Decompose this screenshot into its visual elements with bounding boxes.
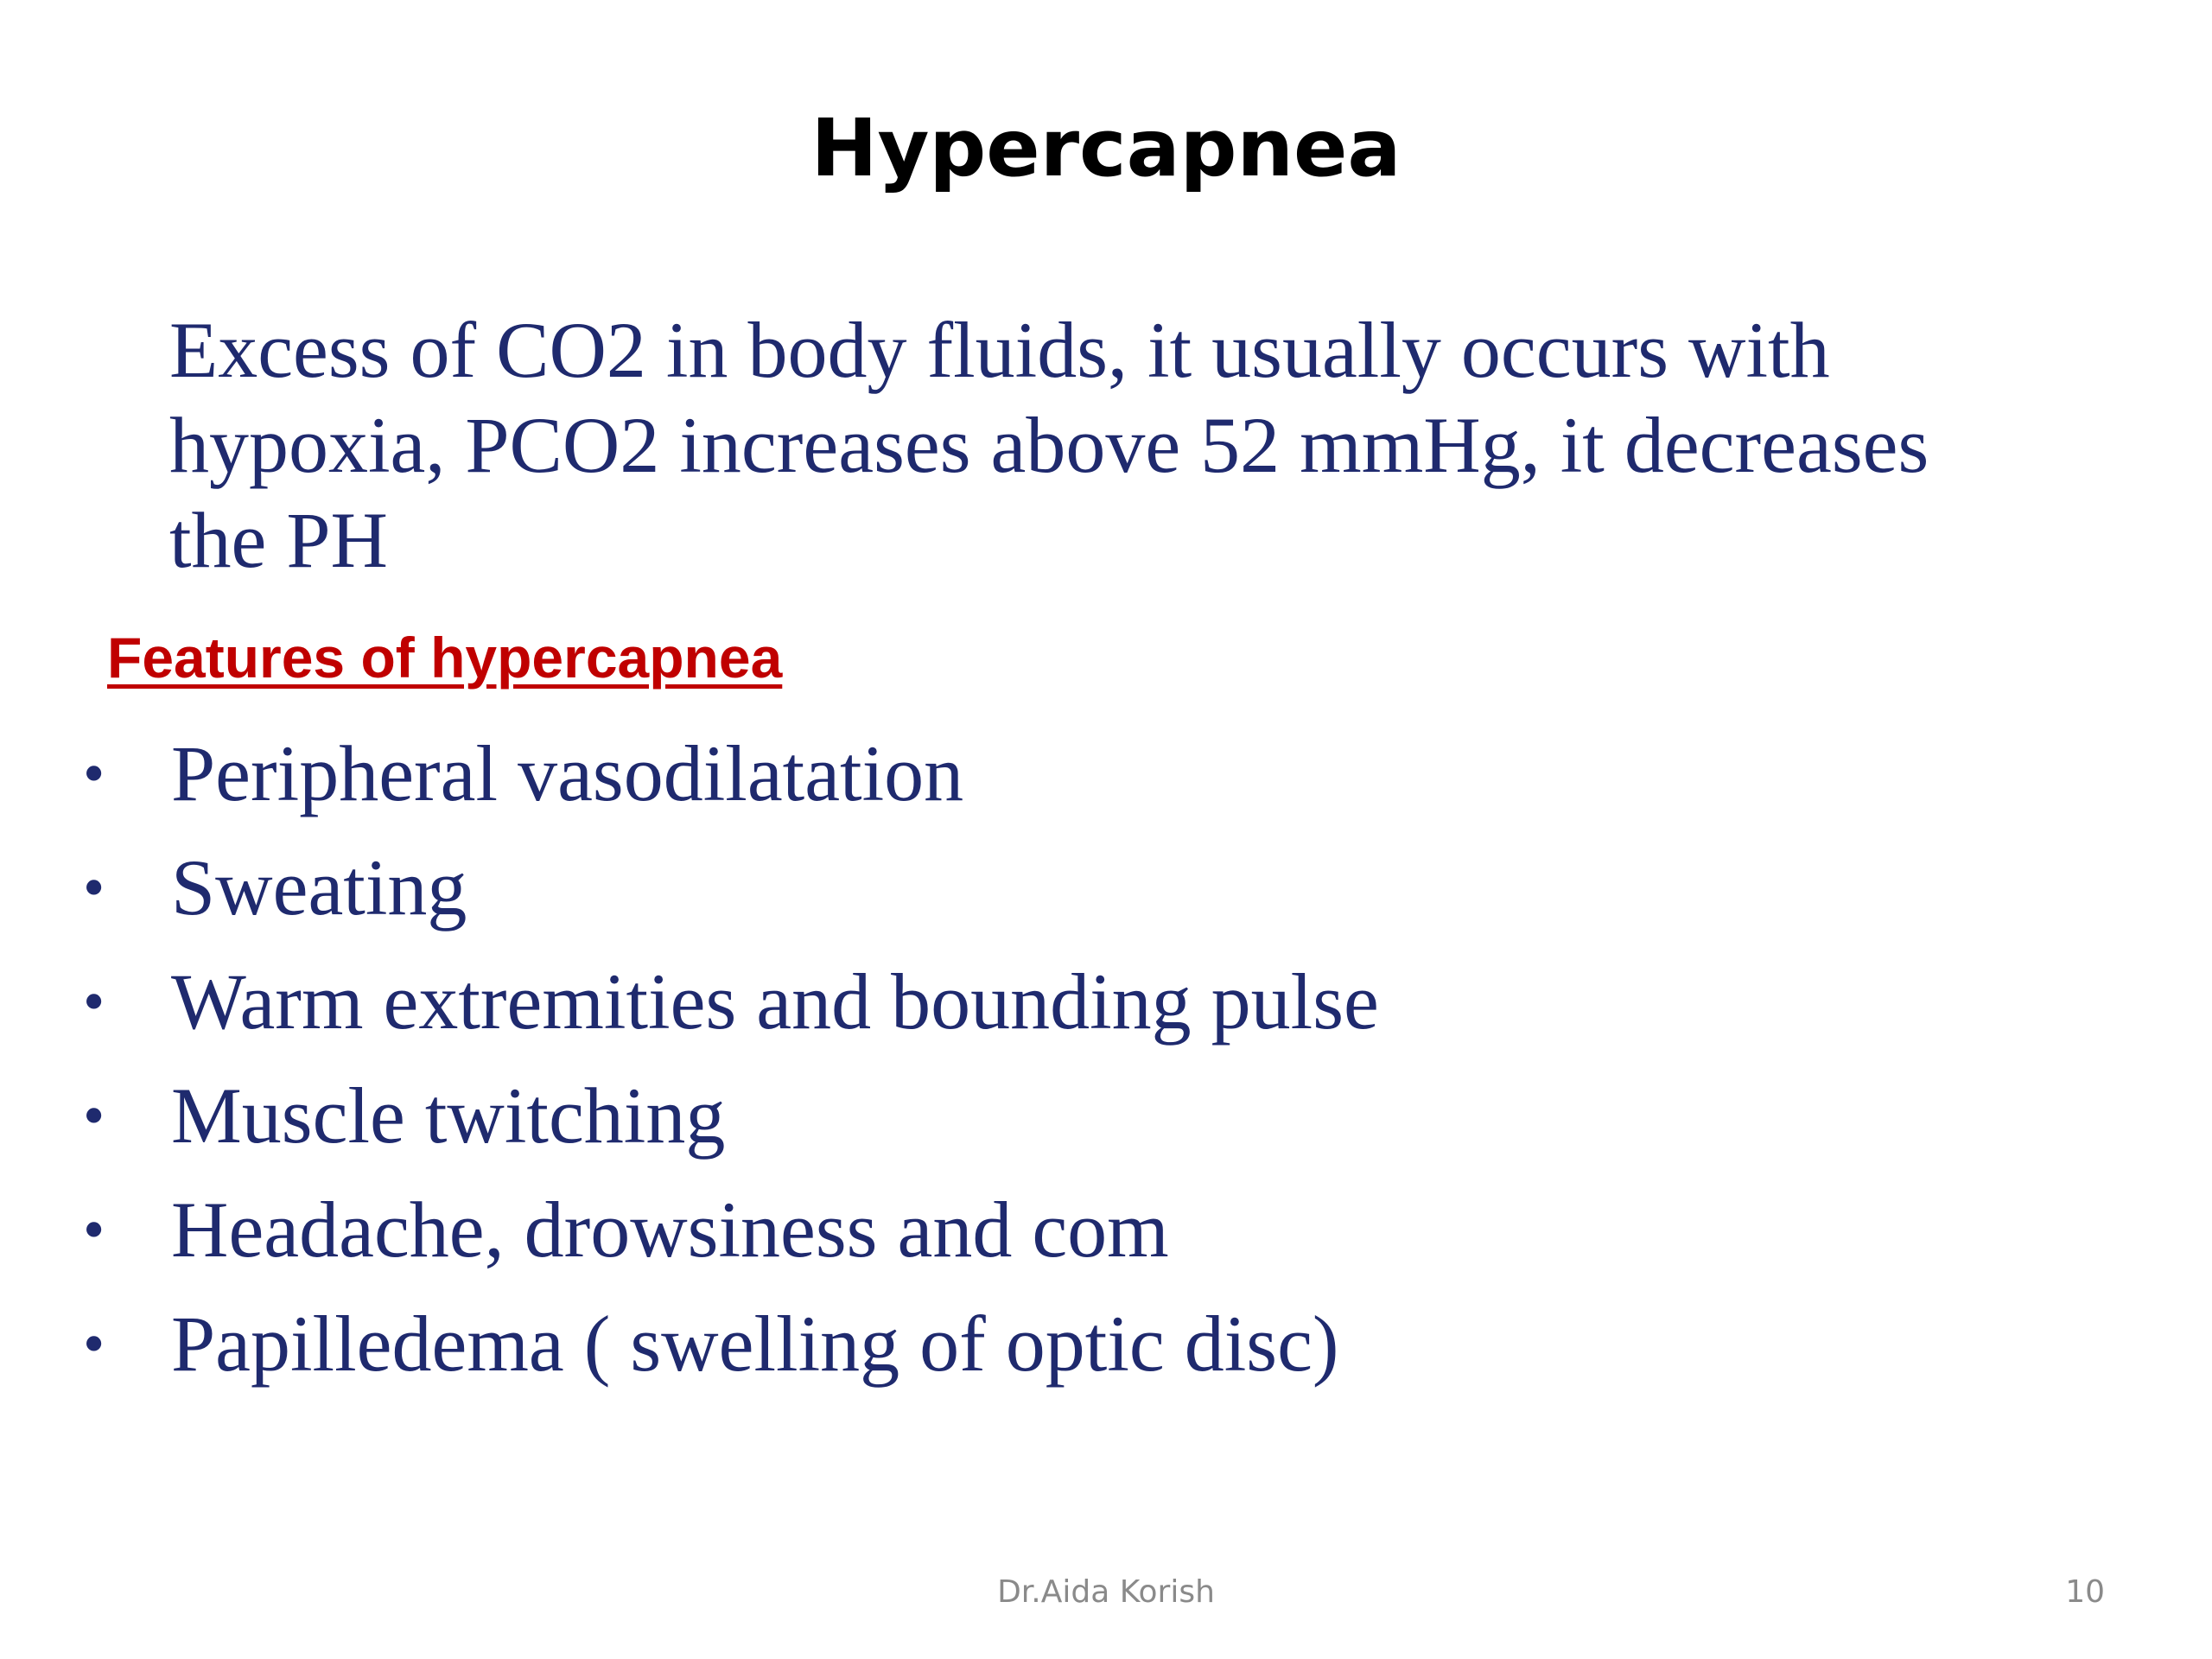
bullet-icon: •: [83, 1309, 105, 1378]
page-number: 10: [2065, 1574, 2105, 1610]
features-heading: Features of hypercapnea: [107, 626, 783, 690]
footer-author: Dr.Aida Korish: [997, 1574, 1215, 1610]
feature-text: Muscle twitching: [171, 1071, 726, 1160]
feature-text: Papilledema ( swelling of optic disc): [171, 1300, 1339, 1388]
bullet-icon: •: [83, 1195, 105, 1264]
bullet-icon: •: [83, 853, 105, 922]
feature-text: Warm extremities and bounding pulse: [171, 957, 1379, 1046]
bullet-icon: •: [83, 739, 105, 808]
definition-text: Excess of CO2 in body fluids, it usually occurs with hypoxia, PCO2 increases above 52 mmHg, it decreases the PH: [169, 306, 1929, 584]
feature-text: Sweating: [171, 843, 467, 931]
feature-text: Peripheral vasodilatation: [171, 729, 964, 817]
slide-title: Hypercapnea: [810, 102, 1402, 194]
bullet-icon: •: [83, 967, 105, 1036]
bullet-icon: •: [83, 1081, 105, 1150]
feature-text: Headache, drowsiness and com: [171, 1185, 1169, 1274]
